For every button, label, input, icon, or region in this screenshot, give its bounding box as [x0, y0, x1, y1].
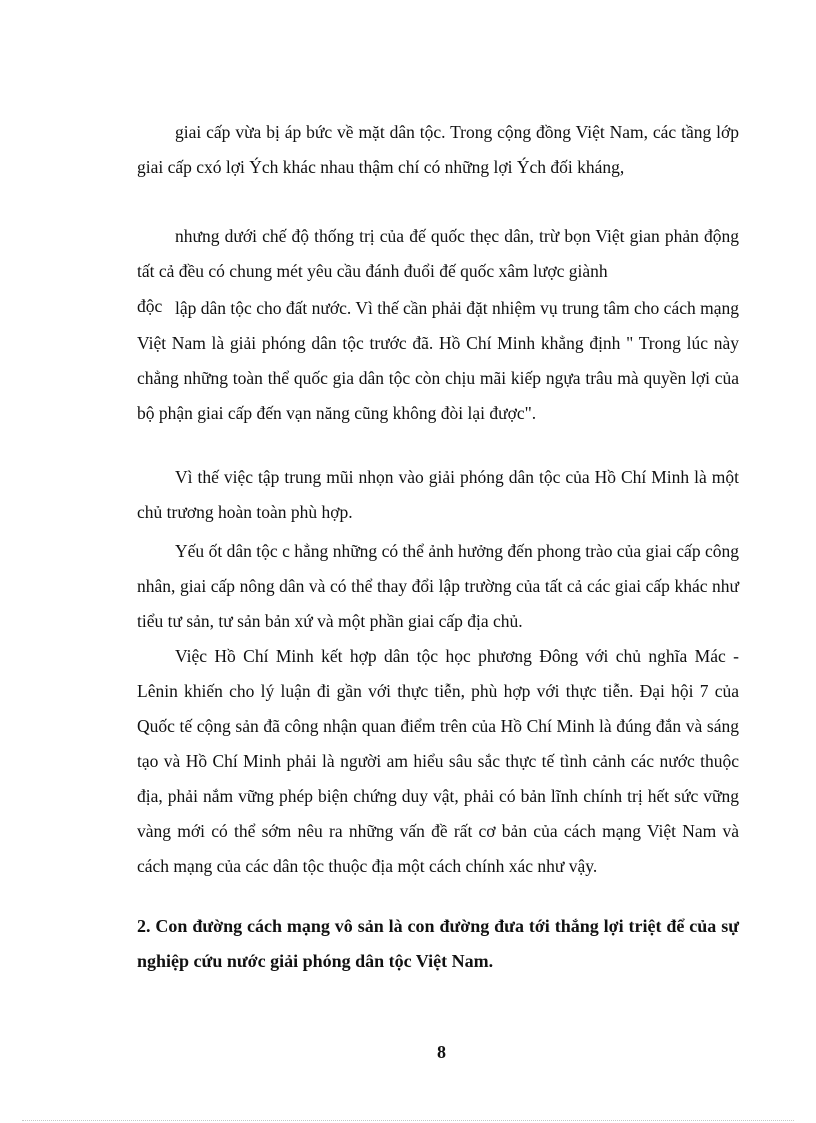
text-line: giai cấp khác như tiểu tư sản, tư sản bản xứ và một phần giai cấp địa chủ.: [137, 576, 740, 631]
page-number: 8: [437, 1042, 446, 1062]
paragraph: [137, 460, 739, 530]
text-line: có bản lĩnh chính trị hết sức vững vàng mới có thể sớm nêu ra những vấn đề: [137, 786, 740, 841]
text-line: " Trong lúc này chẳng những toàn thể quốc gia dân tộc còn chịu mãi kiếp: [137, 333, 739, 388]
heading-line: của sự nghiệp cứu nước giải phóng dân tộc Việt Nam.: [137, 916, 740, 971]
heading-line: 2. Con đường cách mạng vô sản là con đường đưa tới thắng lợi triệt để: [137, 916, 685, 936]
text-line: một cách chính xác như vậy.: [397, 856, 598, 876]
text-line: được".: [489, 403, 537, 423]
text-line: - Lênin khiến cho lý luận đi gần với thực tiễn, phù hợp với thực tiễn. Đại hội: [137, 646, 739, 701]
text-line: ngựa trâu mà quyền lợi của bộ phận giai cấp đến vạn năng cũng không đòi lại: [137, 368, 740, 423]
text-line: 7 của Quốc tế cộng sản đã công nhận quan điểm trên của Hồ Chí Minh là: [137, 681, 739, 736]
text-line: đúng đắn và sáng tạo và Hồ Chí Minh phải là người am hiểu sâu sắc thực tế: [137, 716, 739, 771]
text-line: nhưng dưới chế độ thống trị của đế quốc thẹc dân, trừ bọn Việt gian: [175, 226, 660, 246]
text-line: độc: [137, 296, 163, 316]
text-line: Việc Hồ Chí Minh kết hợp dân tộc học phương Đông với chủ nghĩa Mác: [175, 646, 726, 666]
paragraph: [137, 639, 739, 884]
text-line: tầng lớp giai cấp cxó lợi Ých khác nhau thậm chí có những lợi Ých đối kháng,: [137, 122, 740, 177]
text-line: cấp công nhân, giai cấp nông dân và có thể thay đổi lập trường của tất cả các: [137, 541, 740, 596]
paragraph: [137, 291, 739, 431]
text-line: tình cảnh các nước thuộc địa, phải nắm vững phép biện chứng duy vật, phải: [137, 751, 739, 806]
text-line: Vì thế việc tập trung mũi nhọn vào giải phóng dân tộc của Hồ Chí Minh: [175, 467, 690, 487]
text-line: cách mạng Việt Nam là giải phóng dân tộc trước đã. Hồ Chí Minh khẳng định: [137, 298, 739, 353]
text-line: lập dân tộc cho đất nước. Vì thế cần phải đặt nhiệm vụ trung tâm cho: [175, 298, 660, 318]
paragraph: [137, 115, 739, 185]
text-line: là một chủ trương hoàn toàn phù hợp.: [137, 467, 740, 522]
text-line: rất cơ bản của cách mạng Việt Nam và cách mạng của các dân tộc thuộc địa: [137, 821, 740, 876]
paragraph: [137, 534, 739, 639]
text-line: phản động tất cả đều có chung mét yêu cầu đánh đuổi đế quốc xâm lược giành: [137, 226, 739, 281]
text-line: giai cấp vừa bị áp bức về mặt dân tộc. Trong cộng đồng Việt Nam, các: [175, 122, 677, 142]
section-heading: [137, 909, 739, 979]
text-line: Yếu ốt dân tộc c hẳng những có thể ảnh hưởng đến phong trào của giai: [175, 541, 672, 561]
page-bottom-rule: [22, 1120, 794, 1121]
